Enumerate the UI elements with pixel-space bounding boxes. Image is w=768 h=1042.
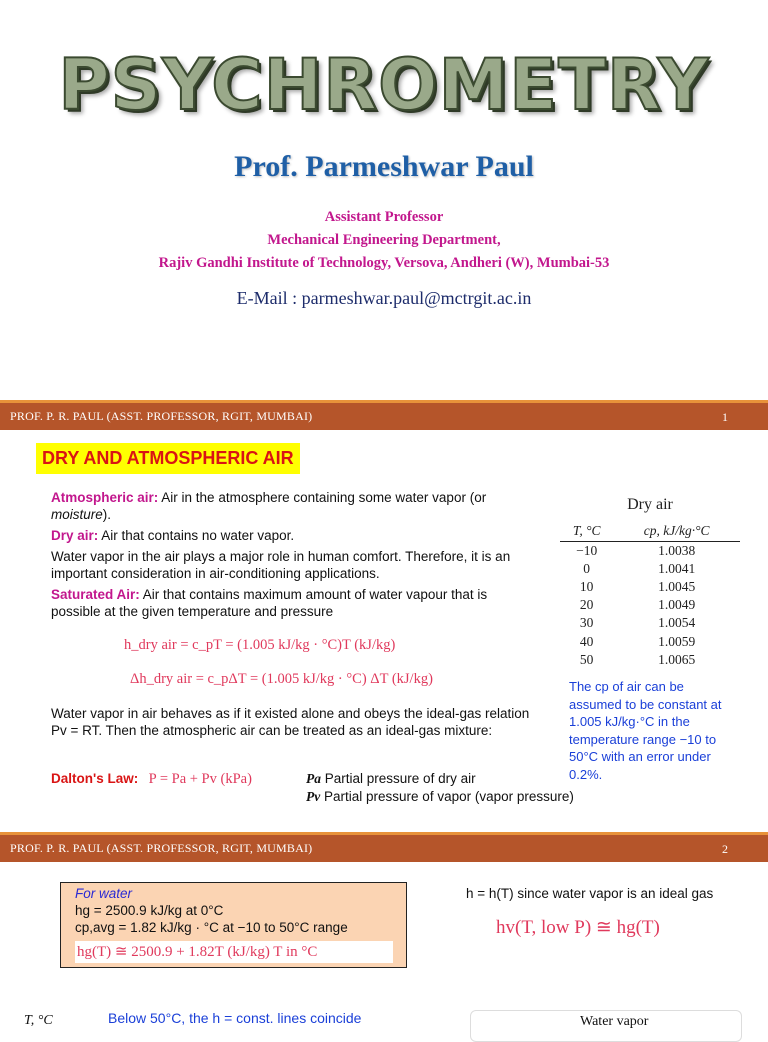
partial-pressure-vapor: Pv Partial pressure of vapor (vapor pressure) — [306, 789, 574, 804]
axis-label-temperature: T, °C — [24, 1013, 53, 1028]
cp-note: The cp of air can be assumed to be constant at 1.005 kJ/kg·°C in the temperature range −10 to 50°C with an error under 0.2%. — [569, 679, 722, 782]
table-row: 20 1.0049 — [579, 597, 696, 613]
below-50c-note: Below 50°C, the h = const. lines coincide — [108, 1010, 362, 1026]
enthalpy-change-equation: Δh_dry air = c_pΔT = (1.005 kJ/kg · °C) ΔT (kJ/kg) — [130, 671, 433, 687]
page-number: 2 — [722, 842, 728, 856]
author-email: E-Mail : parmeshwar.paul@mctrgit.ac.in — [236, 288, 532, 308]
saturated-air-definition: Saturated Air: Air that contains maximum amount of water vapour that is possible at the given temperature and pressure — [51, 587, 488, 619]
enthalpy-equation: h_dry air = c_pT = (1.005 kJ/kg · °C)T (kJ/kg) — [124, 637, 396, 653]
slide-footer-bar-1 — [0, 400, 768, 430]
term-saturated-air: Saturated Air: — [51, 587, 140, 602]
water-vapor-paragraph: Water vapor in the air plays a major role in human comfort. Therefore, it is an important consideration in air-conditioning applications. — [51, 549, 511, 581]
ideal-gas-paragraph: Water vapor in air behaves as if it existed alone and obeys the ideal-gas relation Pv = RT. Then the atmospheric air can be treated as an ideal-gas mixture: — [51, 706, 530, 738]
table-row: 10 1.0045 — [579, 579, 696, 595]
dry-air-definition: Dry air: Air that contains no water vapor. — [51, 528, 295, 543]
water-properties-box — [60, 882, 407, 968]
hg-equation: hg(T) ≅ 2500.9 + 1.82T (kJ/kg) T in °C — [75, 941, 393, 963]
table-header-temperature: T, °C — [560, 521, 613, 542]
footer-label: PROF. P. R. PAUL (ASST. PROFESSOR, RGIT, MUMBAI) — [10, 841, 313, 855]
daltons-law — [51, 770, 252, 788]
daltons-law-label: Dalton's Law: — [51, 771, 139, 786]
table-row: 50 1.0065 — [579, 651, 696, 667]
table-row: −10 1.0038 — [576, 543, 696, 559]
specific-heat-table — [560, 521, 740, 669]
ideal-gas-note: h = h(T) since water vapor is an ideal gas — [466, 886, 714, 901]
author-position: Assistant Professor — [324, 209, 444, 225]
water-vapor-label: Water vapor — [580, 1014, 649, 1029]
table-row: 30 1.0054 — [579, 615, 696, 631]
author-institute: Rajiv Gandhi Institute of Technology, Versova, Andheri (W), Mumbai-53 — [158, 255, 610, 271]
term-atmospheric-air: Atmospheric air: — [51, 490, 159, 505]
atmospheric-air-definition: Atmospheric air: Air in the atmosphere containing some water vapor (or moisture). — [51, 490, 487, 522]
term-dry-air: Dry air: — [51, 528, 99, 543]
daltons-law-equation: P = Pa + Pv (kPa) — [148, 771, 252, 787]
table-header-cp: cp, kJ/kg·°C — [613, 521, 740, 542]
footer-label: PROF. P. R. PAUL (ASST. PROFESSOR, RGIT, MUMBAI) — [10, 409, 313, 423]
slide-footer-bar-2 — [0, 832, 768, 862]
hv-equation: hv(T, low P) ≅ hg(T) — [496, 917, 660, 938]
cp-avg-value: cp,avg = 1.82 kJ/kg · °C at −10 to 50°C range — [75, 920, 348, 935]
section-heading: DRY AND ATMOSPHERIC AIR — [36, 443, 300, 474]
author-department: Mechanical Engineering Department, — [267, 232, 501, 248]
author-name: Prof. Parmeshwar Paul — [234, 150, 534, 183]
page-number: 1 — [722, 410, 728, 424]
table-row: 0 1.0041 — [583, 561, 696, 577]
partial-pressure-dry-air: Pa Partial pressure of dry air — [306, 771, 476, 786]
hg-value: hg = 2500.9 kJ/kg at 0°C — [75, 903, 224, 918]
table-row: 40 1.0059 — [579, 633, 696, 649]
presentation-title: PSYCHROMETRY — [58, 44, 710, 126]
table-title: Dry air — [627, 496, 673, 513]
water-box-header: For water — [75, 886, 133, 901]
